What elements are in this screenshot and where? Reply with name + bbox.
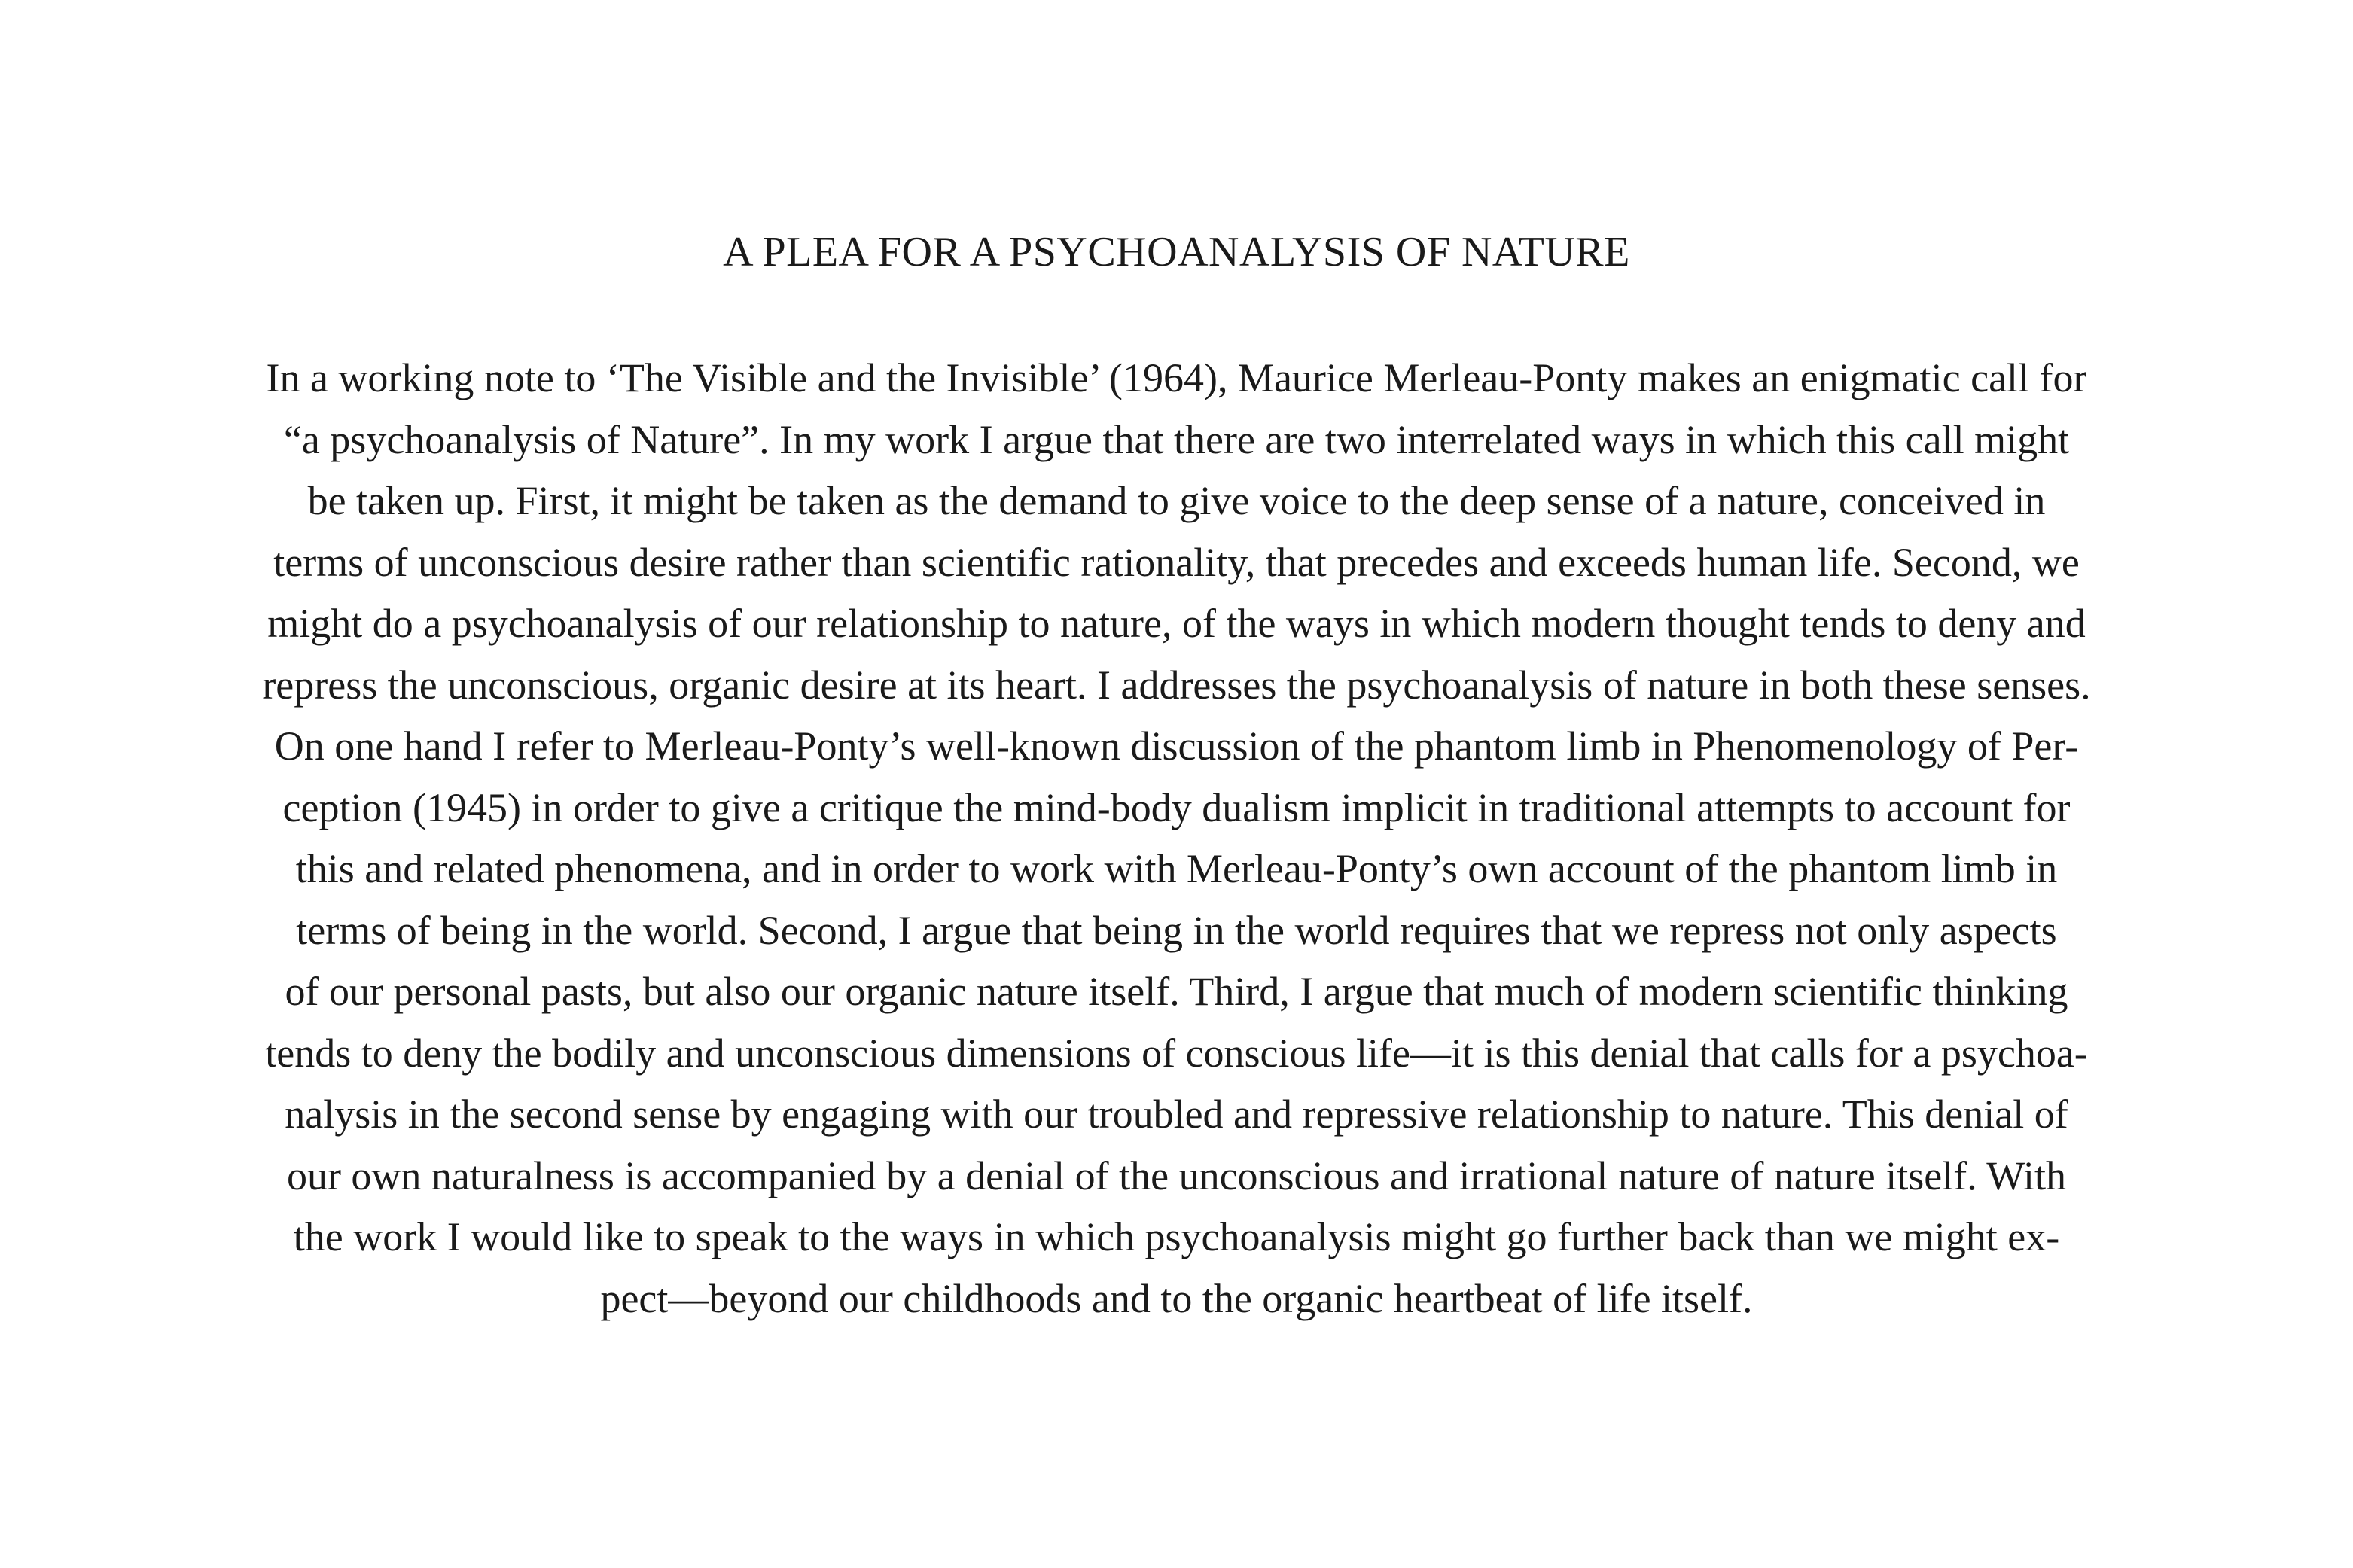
body-line: nalysis in the second sense by engaging with our troubled and repressive relationship to nature. This denial of — [285, 1092, 2068, 1137]
body-line: pect—beyond our childhoods and to the organic heartbeat of life itself. — [600, 1275, 1753, 1321]
body-line: ception (1945) in order to give a critique the mind-body dualism implicit in traditional attempts to account for — [282, 784, 2071, 830]
body-line: be taken up. First, it might be taken as the demand to give voice to the deep sense of a nature, conceived in — [307, 478, 2046, 523]
body-line: our own naturalness is accompanied by a denial of the unconscious and irrational nature of nature itself. With — [286, 1152, 2067, 1198]
abstract-paragraph — [90, 348, 2263, 1329]
body-line: might do a psychoanalysis of our relationship to nature, of the ways in which modern thought tends to deny and — [267, 601, 2086, 646]
body-line: terms of unconscious desire rather than scientific rationality, that precedes and exceeds human life. Second, we — [273, 539, 2080, 585]
body-line: tends to deny the bodily and unconscious dimensions of conscious life—it is this denial that calls for a psychoa- — [265, 1030, 2088, 1076]
body-line: the work I would like to speak to the ways in which psychoanalysis might go further back than we might ex- — [293, 1214, 2060, 1259]
body-line: this and related phenomena, and in order to work with Merleau-Ponty’s own account of the phantom limb in — [295, 846, 2058, 891]
body-line: “a psychoanalysis of Nature”. In my work I argue that there are two interrelated ways in which this call might — [283, 416, 2070, 462]
body-line: of our personal pasts, but also our organic nature itself. Third, I argue that much of modern scientific thinking — [285, 969, 2068, 1014]
body-line: terms of being in the world. Second, I argue that being in the world requires that we repress not only aspects — [296, 907, 2057, 953]
document-title: A PLEA FOR A PSYCHOANALYSIS OF NATURE — [723, 229, 1630, 276]
body-line: On one hand I refer to Merleau-Ponty’s well-known discussion of the phantom limb in Phenomenology of Per- — [274, 723, 2079, 769]
body-line: In a working note to ‘The Visible and the Invisible’ (1964), Maurice Merleau-Ponty makes an enigmatic call for — [266, 355, 2087, 400]
body-line: repress the unconscious, organic desire at its heart. I addresses the psychoanalysis of nature in both these senses. — [262, 662, 2091, 708]
